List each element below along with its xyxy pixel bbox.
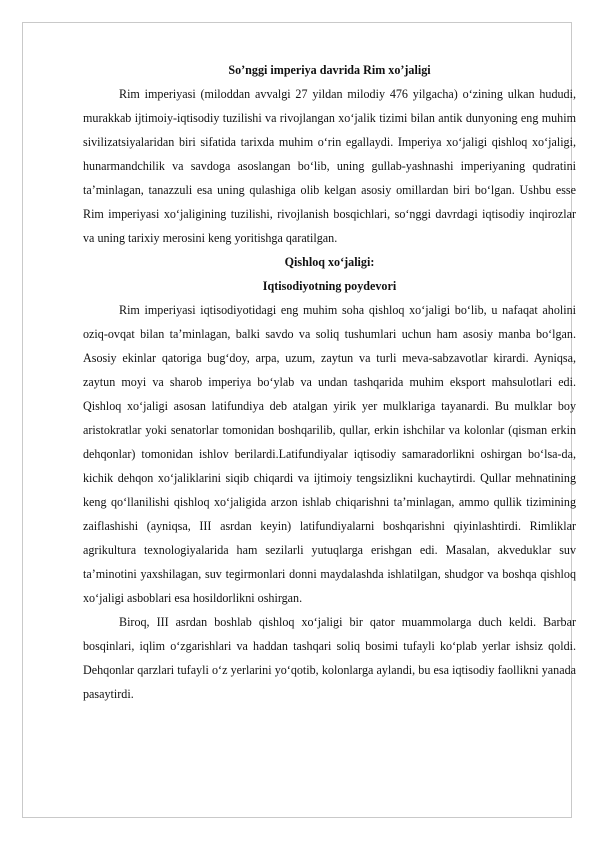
section-heading-2: Iqtisodiyotning poydevori <box>262 279 397 293</box>
body-paragraph-1: Rim imperiyasi iqtisodiyotidagi eng muhim soha qishloq xo‘jaligi bo‘lib, u nafaqat aholini oziq-ovqat bilan ta’minlagan, balki savdo va soliq tushumlari uchun ham asosiy manba bo‘lgan. Asosiy ekinlar qatoriga bug‘doy, arpa, uzum, zaytun va turli meva-sabzavotlar kirardi. Ayniqsa, zaytun moyi va sharob imperiya bo‘ylab va undan tashqarida muhim eksport mahsulotlari edi. Qishloq xo‘jaligi asosan latifundiya deb atalgan yirik yer mulklariga tayanardi. Bu mulklar boy aristokratlar yoki senatorlar tomonidan boshqarilib, qullar, erkin ishchilar va kolonlar (qisman erkin dehqonlar) tomonidan ishlov berilardi.Latifundiyalar iqtisodiy samaradorlikni oshirgan bo‘lsa-da, kichik dehqon xo‘jaliklarini siqib chiqardi va ijtimoiy tengsizlikni kuchaytirdi. Qullar mehnatining keng qo‘llanilishi qishloq xo‘jaligida arzon ishlab chiqarishni ta’minlagan, ammo qullik tizimining zaiflashishi (ayniqsa, III asrdan keyin) latifundiyalarni boshqarishni qiyinlashtirdi. Rimliklar agrikultura texnologiyalarida ham sezilarli yutuqlarga erishgan edi. Masalan, akveduklar suv ta’minotini yaxshilagan, suv tegirmonlari donni maydalashda ishlatilgan, shudgor va boshqa qishloq xo‘jaligi asboblari esa hosildorlikni oshirgan. <box>83 303 576 605</box>
section-heading-1: Qishloq xo‘jaligi: <box>284 255 375 269</box>
document-title: So’nggi imperiya davrida Rim xo’jaligi <box>228 63 431 77</box>
body-paragraph-2: Biroq, III asrdan boshlab qishloq xo‘jaligi bir qator muammolarga duch keldi. Barbar bosqinlari, iqlim o‘zgarishlari va haddan tashqari soliq bosimi tufayli ko‘plab yerlar ishsiz qoldi. Dehqonlar qarzlari tufayli o‘z yerlarini yo‘qotib, kolonlarga aylandi, bu esa iqtisodiy faollikni yanada pasaytirdi. <box>83 615 576 701</box>
document-page <box>22 22 576 818</box>
intro-paragraph: Rim imperiyasi (miloddan avvalgi 27 yildan milodiy 476 yilgacha) o‘zining ulkan hududi, murakkab ijtimoiy-iqtisodiy tuzilishi va rivojlangan xo‘jalik tizimi bilan antik dunyoning eng muhim sivilizatsiyalaridan biri sifatida tarixda muhim o‘rin egallaydi. Imperiya xo‘jaligi qishloq xo‘jaligi, hunarmandchilik va savdoga asoslangan bo‘lib, uning gullab-yashnashi imperiyaning qudratini ta’minlagan, tanazzuli esa uning qulashiga olib kelgan asosiy omillardan biri bo‘lgan. Ushbu esse Rim imperiyasi xo‘jaligining tuzilishi, rivojlanish bosqichlari, so‘nggi davrdagi iqtisodiy inqirozlar va uning tarixiy merosini keng yoritishga qaratilgan. <box>83 87 576 245</box>
document-body <box>83 58 576 706</box>
